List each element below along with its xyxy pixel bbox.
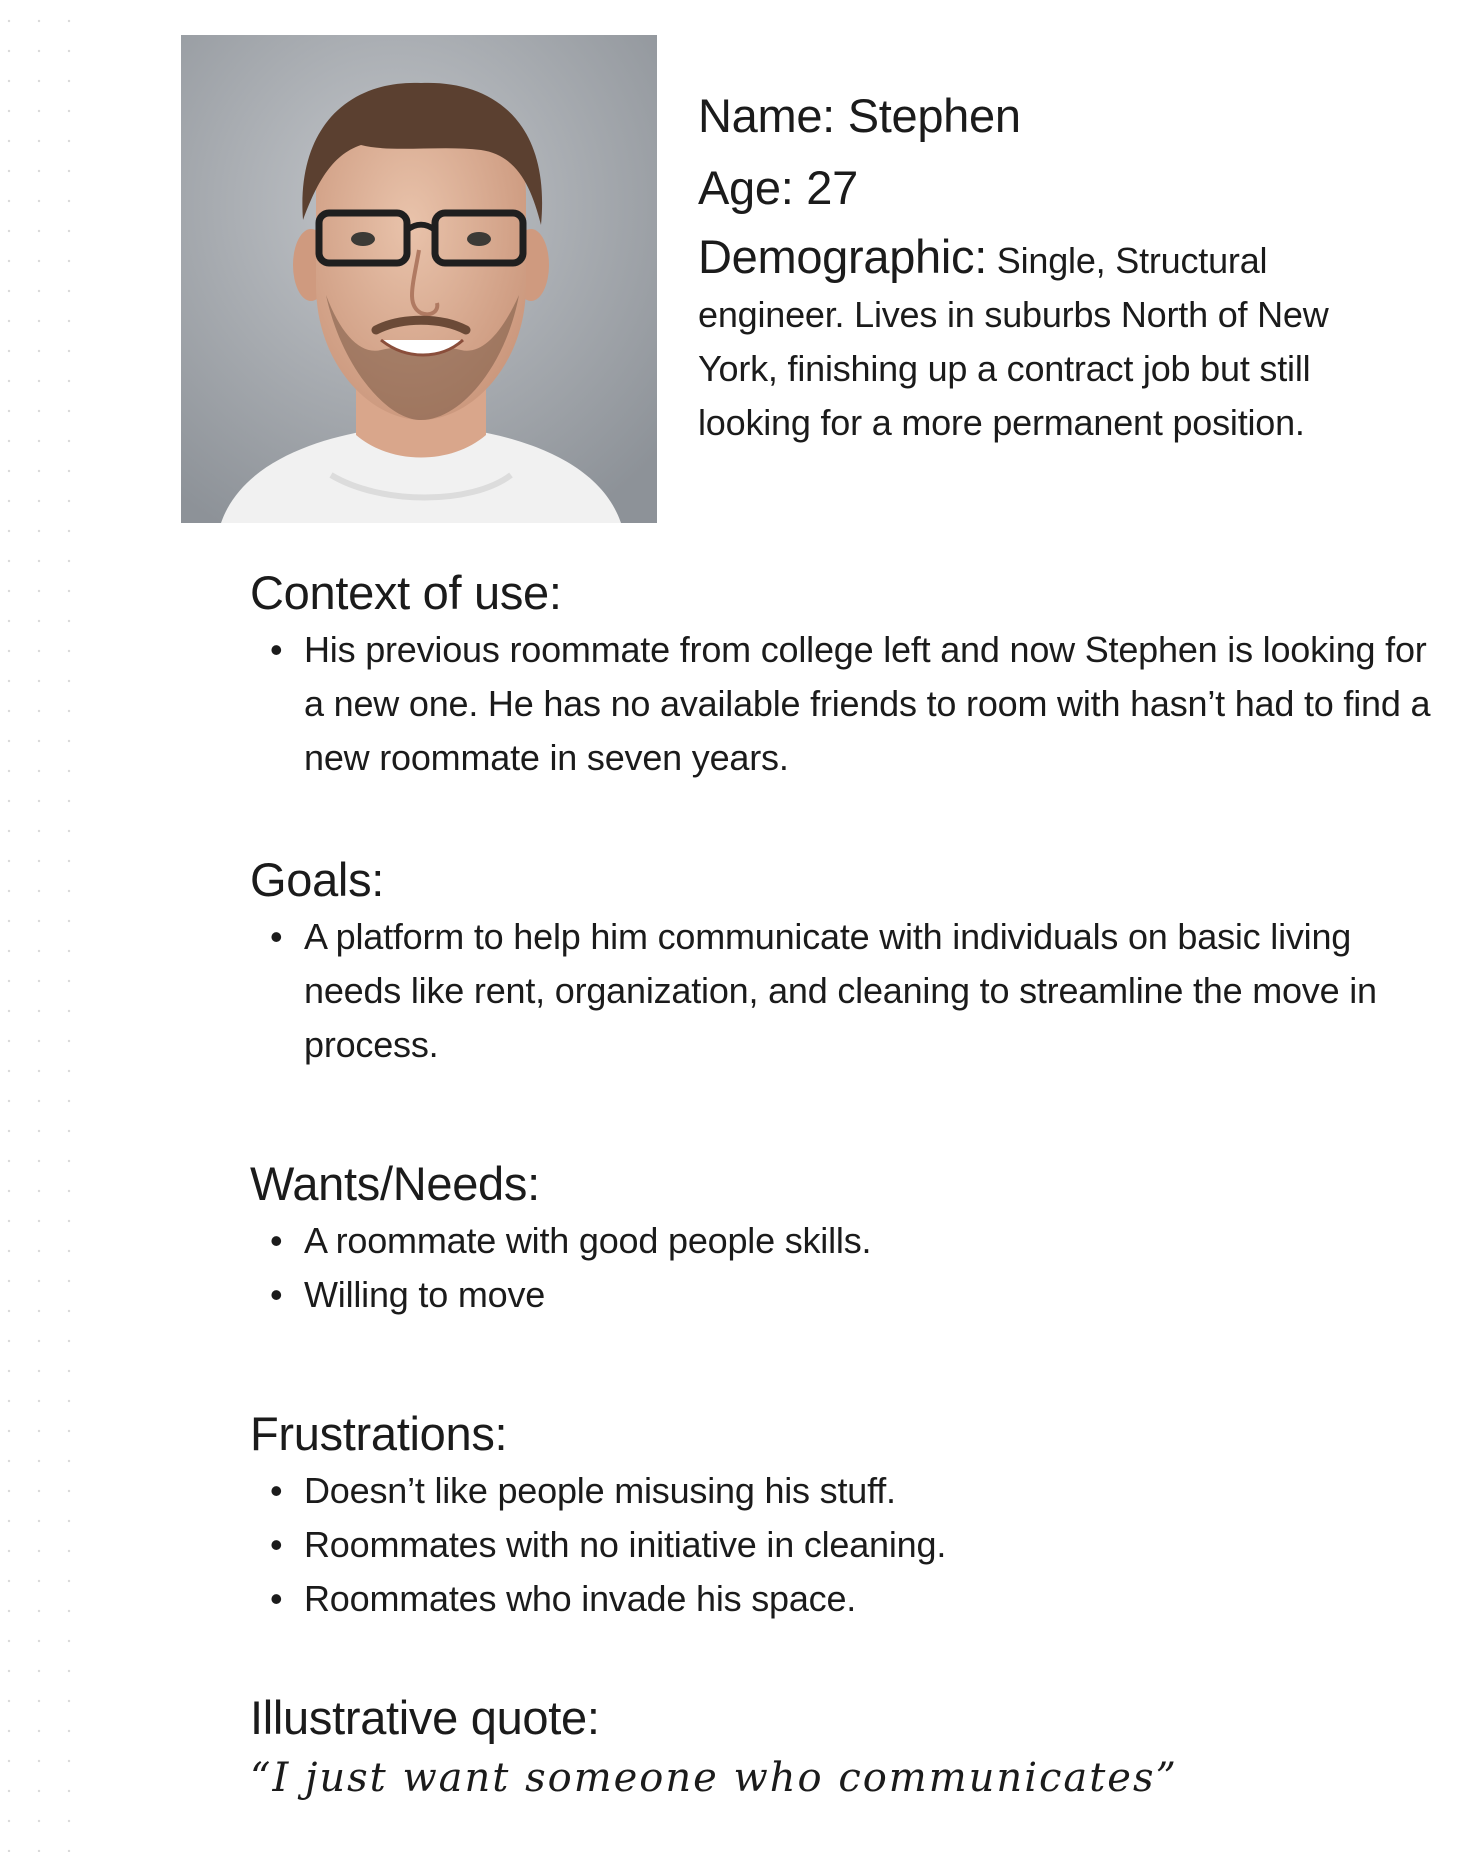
demographic-text: Single, Structural engineer. Lives in suburbs North of New York, finishing up a contract job but still looking for a more permanent position. [698, 240, 1329, 443]
section-wants-needs [250, 1154, 1440, 1322]
list-item [250, 623, 1440, 785]
list-item-text: A roommate with good people skills. [304, 1220, 872, 1261]
bullet-icon: • [270, 629, 283, 670]
list-item-text: Doesn’t like people misusing his stuff. [304, 1470, 896, 1511]
section-title: Wants/Needs: [250, 1157, 540, 1210]
section-title: Goals: [250, 853, 385, 906]
bullet-icon: • [270, 916, 283, 957]
list-item-text: Roommates who invade his space. [304, 1578, 857, 1619]
persona-quote: “I just want someone who communicates” [250, 1755, 1178, 1801]
list-item [250, 1464, 1440, 1518]
bullet-icon: • [270, 1274, 283, 1315]
bullet-list [250, 1214, 1440, 1322]
bullet-icon: • [270, 1524, 283, 1565]
persona-photo [181, 35, 657, 523]
section-title: Illustrative quote: [250, 1691, 600, 1744]
bullet-icon: • [270, 1220, 283, 1261]
section-illustrative-quote [250, 1688, 1440, 1806]
list-item [250, 1268, 1440, 1322]
bullet-list [250, 910, 1440, 1072]
demographic-label: Demographic: [698, 230, 987, 283]
list-item-text: A platform to help him communicate with individuals on basic living needs like rent, organization, and cleaning to streamline the move in process. [304, 916, 1377, 1065]
list-item [250, 910, 1440, 1072]
persona-name: Name: Stephen [698, 89, 1021, 142]
section-title: Frustrations: [250, 1407, 508, 1460]
section-title: Context of use: [250, 566, 562, 619]
bullet-list [250, 1464, 1440, 1626]
bullet-list [250, 623, 1440, 785]
list-item-text: Willing to move [304, 1274, 546, 1315]
persona-age: Age: 27 [698, 161, 858, 214]
portrait-illustration [181, 35, 657, 523]
bullet-icon: • [270, 1470, 283, 1511]
section-context-of-use [250, 563, 1440, 785]
list-item-text: Roommates with no initiative in cleaning. [304, 1524, 947, 1565]
list-item [250, 1518, 1440, 1572]
list-item [250, 1572, 1440, 1626]
list-item [250, 1214, 1440, 1268]
bullet-icon: • [270, 1578, 283, 1619]
persona-summary [698, 80, 1338, 450]
section-frustrations [250, 1404, 1440, 1626]
persona-demographic [698, 230, 1338, 450]
list-item-text: His previous roommate from college left and now Stephen is looking for a new one. He has no available friends to room with hasn’t had to find a new roommate in seven years. [304, 629, 1431, 778]
section-goals [250, 850, 1440, 1072]
